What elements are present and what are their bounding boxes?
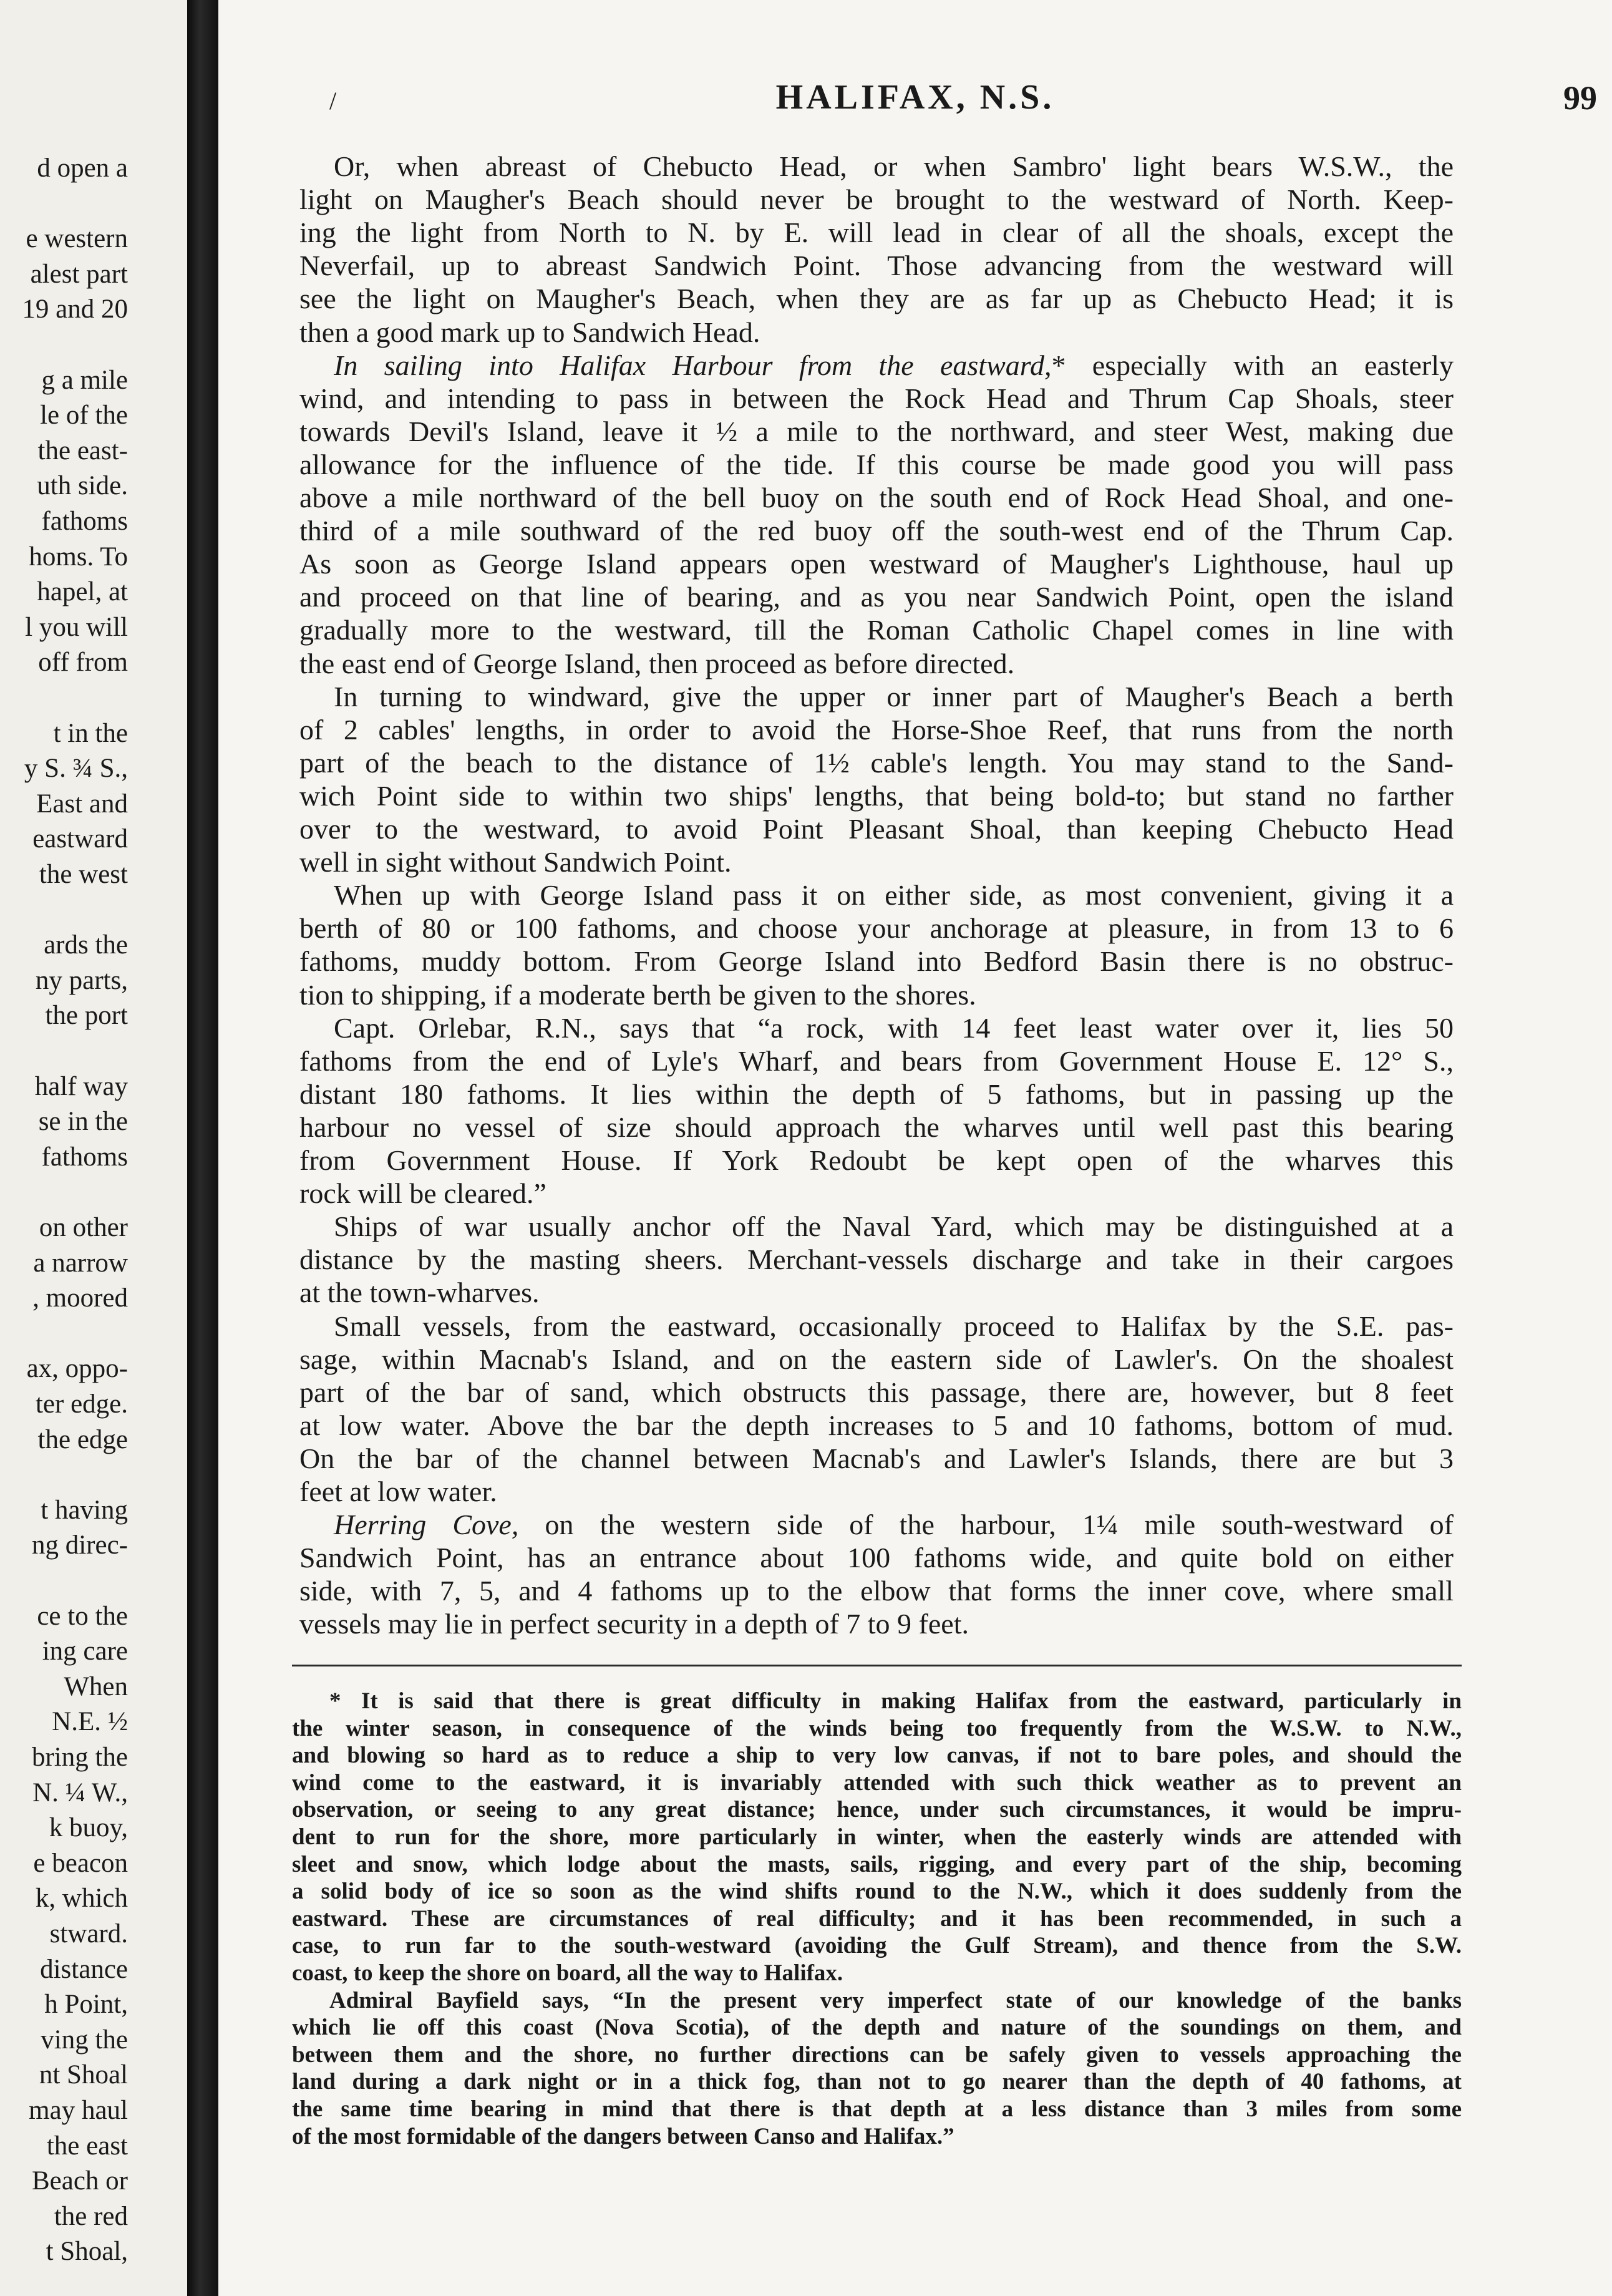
line-text: above a mile northward of the bell buoy on the south end of Rock Head Shoal, and one- — [299, 482, 1454, 513]
text-line — [299, 580, 1454, 613]
facing-page-line: the red — [54, 2201, 128, 2231]
text-line — [299, 349, 1454, 382]
line-text: Ships of war usually anchor off the Naval Yard, which may be distinguished at a — [334, 1210, 1454, 1243]
text-line — [299, 1144, 1454, 1177]
facing-page-line: ny parts, — [35, 965, 128, 995]
facing-page-line: stward. — [49, 1919, 128, 1948]
facing-page-line: e beacon — [33, 1848, 128, 1878]
facing-page-line: fathoms — [41, 507, 128, 536]
text-line — [299, 514, 1454, 547]
footnote-line: the winter season, in consequence of the winds being too frequently from the W.S.W. to N.W., — [292, 1715, 1462, 1741]
line-text: When up with George Island pass it on either side, as most convenient, giving it a — [334, 879, 1454, 912]
text-line — [299, 249, 1454, 282]
facing-page-line: t Shoal, — [46, 2237, 128, 2267]
line-text: light on Maugher's Beach should never be brought to the westward of North. Keep- — [299, 183, 1454, 216]
footnote-line: case, to run far to the south-westward (avoiding the Gulf Stream), and thence from the S.W. — [292, 1933, 1462, 1959]
facing-page-line: When — [64, 1671, 128, 1701]
line-text: on the western side of the harbour, 1¼ mile south-westward of — [518, 1509, 1454, 1541]
text-line — [299, 415, 1454, 448]
footnote-line: of the most formidable of the dangers between Canso and Halifax.” — [292, 2123, 954, 2149]
line-text: well in sight without Sandwich Point. — [299, 846, 732, 878]
text-line — [299, 216, 1454, 249]
facing-page-line: 19 and 20 — [22, 294, 128, 324]
line-text: at low water. Above the bar the depth increases to 5 and 10 fathoms, bottom of mud. — [299, 1409, 1454, 1441]
facing-page-line: y S. ¾ S., — [24, 754, 128, 784]
facing-page-line: k buoy, — [49, 1813, 128, 1843]
line-text: part of the bar of sand, which obstructs this passage, there are, however, but 8 feet — [299, 1376, 1454, 1408]
line-text: * especially with an easterly — [1051, 349, 1454, 381]
line-text: Small vessels, from the eastward, occasionally proceed to Halifax by the S.E. pas- — [334, 1310, 1454, 1342]
page-number: 99 — [1563, 79, 1597, 117]
facing-page-line: a narrow — [33, 1248, 128, 1278]
footnote-line: land during a dark night or in a thick fog, than not to go nearer than the depth of 40 fathoms, at — [292, 2069, 1462, 2095]
footnote-line: sleet and snow, which lodge about the masts, sails, rigging, and every part of the ship, becoming — [292, 1851, 1462, 1877]
line-text: wind, and intending to pass in between the Rock Head and Thrum Cap Shoals, steer — [299, 382, 1454, 414]
line-text: fathoms, muddy bottom. From George Island into Bedford Basin there is no obstruc- — [299, 945, 1454, 978]
text-line — [299, 912, 1454, 945]
footnote-line: dent to run for the shore, more particularly in winter, when the easterly winds are attended with — [292, 1824, 1462, 1850]
line-text: tion to shipping, if a moderate berth be given to the shores. — [299, 978, 976, 1011]
text-line — [299, 779, 1454, 812]
text-line — [299, 1607, 1454, 1640]
footnote-line: the same time bearing in mind that there is that depth at a less distance than 3 miles from some — [292, 2096, 1462, 2122]
text-line — [299, 1442, 1454, 1475]
facing-page-line: homs. To — [29, 542, 128, 572]
text-line — [299, 1210, 1454, 1243]
footnote-line: a solid body of ice so soon as the wind shifts round to the N.W., which it does suddenly from the — [292, 1879, 1462, 1905]
facing-page-line: alest part — [30, 259, 128, 289]
facing-page-line: distance — [40, 1954, 128, 1984]
facing-page-line: hapel, at — [37, 577, 128, 607]
facing-page-line: the port — [45, 1001, 128, 1031]
facing-page-line: k, which — [35, 1884, 128, 1914]
text-line — [299, 1508, 1454, 1541]
footnote-line: wind come to the eastward, it is invariably attended with such thick weather as to prevent an — [292, 1769, 1462, 1796]
facing-page-line: ce to the — [37, 1601, 128, 1631]
line-text: from Government House. If York Redoubt be kept open of the wharves this — [299, 1144, 1454, 1176]
footnote-rule — [292, 1665, 1462, 1666]
text-line — [299, 448, 1454, 481]
margin-mark: / — [329, 87, 337, 115]
text-line — [299, 1077, 1454, 1111]
text-line — [299, 1177, 1454, 1210]
text-line — [299, 978, 1454, 1011]
facing-page-line: ving the — [41, 2025, 128, 2055]
facing-page-line: , moored — [32, 1283, 128, 1313]
facing-page-line: ng direc- — [31, 1530, 128, 1560]
line-text: Or, when abreast of Chebucto Head, or when Sambro' light bears W.S.W., the — [334, 150, 1454, 182]
facing-page-line: the edge — [37, 1424, 128, 1454]
line-text: see the light on Maugher's Beach, when they are as far up as Chebucto Head; it is — [299, 283, 1454, 315]
book-page — [218, 0, 1612, 2296]
line-text: sage, within Macnab's Island, and on the eastern side of Lawler's. On the shoalest — [299, 1343, 1454, 1375]
text-line — [299, 1044, 1454, 1077]
line-text: wich Point side to within two ships' lengths, that being bold-to; but stand no farther — [299, 779, 1454, 812]
text-line — [299, 1409, 1454, 1442]
text-line — [299, 945, 1454, 978]
facing-page-line: le of the — [40, 401, 128, 430]
page-title: HALIFAX, N.S. — [775, 78, 1055, 117]
facing-page-line: ing care — [42, 1637, 128, 1666]
facing-page-line: ards the — [44, 930, 128, 960]
facing-page-line: t having — [41, 1495, 128, 1525]
facing-page-line: g a mile — [41, 365, 128, 395]
line-text: As soon as George Island appears open westward of Maugher's Lighthouse, haul up — [299, 548, 1454, 580]
text-line — [299, 613, 1454, 646]
facing-page-line: N. ¼ W., — [32, 1778, 128, 1807]
line-text: towards Devil's Island, leave it ½ a mile to the northward, and steer West, making due — [299, 415, 1454, 447]
line-text: Capt. Orlebar, R.N., says that “a rock, with 14 feet least water over it, lies 50 — [334, 1011, 1454, 1044]
line-text: allowance for the influence of the tide. If this course be made good you will pass — [299, 448, 1454, 480]
line-text: rock will be cleared.” — [299, 1177, 546, 1210]
line-text: gradually more to the westward, till the Roman Catholic Chapel comes in line with — [299, 614, 1454, 646]
line-text: and proceed on that line of bearing, and as you near Sandwich Point, open the island — [299, 581, 1454, 613]
facing-page-line: ter edge. — [35, 1389, 128, 1419]
facing-page-line: eastward — [32, 824, 128, 854]
line-text: ing the light from North to N. by E. will lead in clear of all the shoals, except the — [299, 216, 1454, 249]
facing-page-line: may haul — [29, 2096, 128, 2125]
text-line — [299, 1011, 1454, 1044]
line-text: berth of 80 or 100 fathoms, and choose your anchorage at pleasure, in from 13 to 6 — [299, 912, 1454, 945]
facing-page-line: d open a — [37, 153, 128, 183]
text-line — [299, 878, 1454, 912]
line-text: Sandwich Point, has an entrance about 100 fathoms wide, and quite bold on either — [299, 1542, 1454, 1574]
footnote-line: observation, or seeing to any great distance; hence, under such circumstances, it would be impru- — [292, 1797, 1462, 1823]
text-line — [299, 183, 1454, 216]
footnote-line: coast, to keep the shore on board, all the way to Halifax. — [292, 1960, 843, 1986]
text-line — [299, 647, 1454, 680]
line-text: In turning to windward, give the upper or inner part of Maugher's Beach a berth — [334, 680, 1454, 713]
text-line — [299, 713, 1454, 746]
facing-page-line: t in the — [53, 718, 128, 748]
book-gutter — [187, 0, 218, 2296]
text-line — [299, 1376, 1454, 1409]
facing-page-line: ax, oppo- — [26, 1354, 128, 1384]
footnote-line: between them and the shore, no further directions can be safely given to vessels approaching the — [292, 2041, 1462, 2068]
text-line — [299, 150, 1454, 183]
text-line — [299, 1475, 1454, 1508]
facing-page-line: se in the — [38, 1107, 128, 1137]
line-text: distance by the masting sheers. Merchant-vessels discharge and take in their cargoes — [299, 1243, 1454, 1276]
text-line — [299, 746, 1454, 779]
facing-page-line: e western — [26, 224, 128, 254]
line-text: then a good mark up to Sandwich Head. — [299, 316, 760, 348]
facing-page-line: Beach or — [31, 2166, 128, 2196]
facing-page-line: half way — [34, 1071, 128, 1101]
facing-page-line: the east — [46, 2131, 128, 2161]
line-text: vessels may lie in perfect security in a depth of 7 to 9 feet. — [299, 1608, 969, 1640]
text-line — [299, 282, 1454, 315]
line-text: distant 180 fathoms. It lies within the depth of 5 fathoms, but in passing up the — [299, 1077, 1454, 1110]
text-line — [299, 1310, 1454, 1343]
facing-page-line: fathoms — [41, 1142, 128, 1172]
line-text: harbour no vessel of size should approach the wharves until well past this bearing — [299, 1111, 1454, 1143]
text-line — [299, 1343, 1454, 1376]
text-line — [299, 316, 1454, 349]
text-line — [299, 1541, 1454, 1574]
italic-heading: Herring Cove, — [334, 1509, 519, 1541]
facing-page-line: h Point, — [44, 1990, 128, 2020]
line-text: third of a mile southward of the red buoy off the south-west end of the Thrum Cap. — [299, 515, 1454, 547]
line-text: of 2 cables' lengths, in order to avoid the Horse-Shoe Reef, that runs from the north — [299, 713, 1454, 746]
facing-page-line: East and — [36, 789, 128, 819]
facing-page-line: uth side. — [37, 471, 128, 501]
facing-page-fragment — [0, 0, 187, 2296]
line-text: over to the westward, to avoid Point Pleasant Shoal, than keeping Chebucto Head — [299, 813, 1454, 845]
text-line — [299, 1276, 1454, 1309]
running-header — [218, 74, 1612, 124]
facing-page-line: the west — [39, 860, 128, 889]
text-line — [299, 680, 1454, 713]
text-line — [299, 1243, 1454, 1276]
facing-page-line: l you will — [25, 612, 128, 642]
line-text: Neverfail, up to abreast Sandwich Point. Those advancing from the westward will — [299, 250, 1454, 282]
facing-page-line: the east- — [37, 435, 128, 465]
line-text: at the town-wharves. — [299, 1277, 540, 1309]
line-text: fathoms from the end of Lyle's Wharf, and bears from Government House E. 12° S., — [299, 1044, 1454, 1077]
line-text: On the bar of the channel between Macnab's and Lawler's Islands, there are but 3 — [299, 1442, 1454, 1474]
line-text: the east end of George Island, then proceed as before directed. — [299, 647, 1015, 679]
footnote-line: * It is said that there is great difficulty in making Halifax from the eastward, particularly in — [329, 1688, 1462, 1714]
footnote-line: Admiral Bayfield says, “In the present very imperfect state of our knowledge of the banks — [329, 1987, 1462, 2013]
facing-page-line: N.E. ½ — [52, 1707, 128, 1737]
line-text: feet at low water. — [299, 1476, 497, 1507]
text-line — [299, 845, 1454, 878]
text-line — [299, 1574, 1454, 1607]
footnote-line: which lie off this coast (Nova Scotia), of the depth and nature of the soundings on them, and — [292, 2015, 1462, 2041]
footnote-line: and blowing so hard as to reduce a ship to very low canvas, if not to bare poles, and should the — [292, 1743, 1462, 1769]
facing-page-line: on other — [39, 1213, 128, 1242]
text-line — [299, 481, 1454, 514]
italic-heading: In sailing into Halifax Harbour from the eastward, — [334, 349, 1052, 381]
facing-page-line: off from — [38, 648, 128, 678]
line-text: part of the beach to the distance of 1½ cable's length. You may stand to the Sand- — [299, 746, 1454, 779]
footnote-line: eastward. These are circumstances of real difficulty; and it has been recommended, in such a — [292, 1905, 1462, 1932]
facing-page-line: nt Shoal — [39, 2060, 128, 2090]
line-text: side, with 7, 5, and 4 fathoms up to the elbow that forms the inner cove, where small — [299, 1575, 1454, 1607]
text-line — [299, 382, 1454, 415]
text-line — [299, 812, 1454, 845]
facing-page-line: bring the — [31, 1743, 128, 1772]
text-line — [299, 1111, 1454, 1144]
text-line — [299, 547, 1454, 580]
